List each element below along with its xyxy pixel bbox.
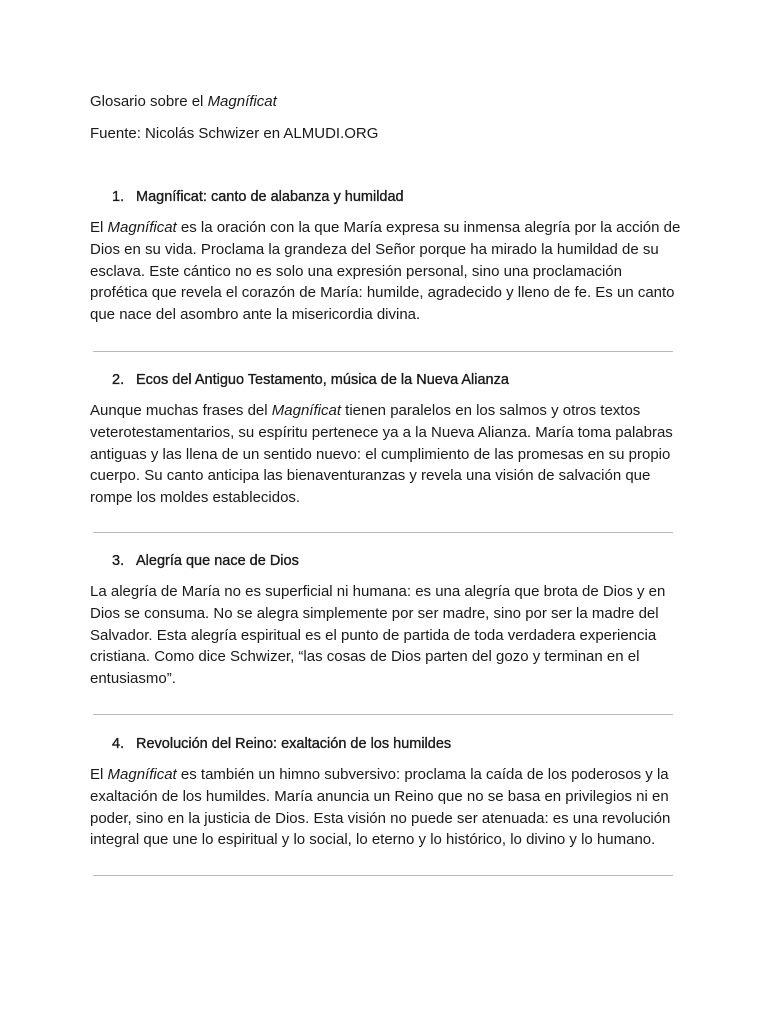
section-number: 2. xyxy=(112,372,125,388)
section-divider xyxy=(93,714,673,715)
paragraph-body: es la oración con la que María expresa su inmensa alegría por la acción de Dios en su vida. Proclama la grandeza del Señor porque ha mirado la humildad de su esclava. Este cántico no es solo una expresión personal, sino una proclamación profética que revela el corazón de María: humilde, agradecido y lleno de fe. Es un canto que nace del asombro ante la misericordia divina. xyxy=(90,219,681,324)
section-paragraph xyxy=(90,217,682,326)
document-title-prefix: Glosario sobre el xyxy=(90,93,208,110)
section-heading xyxy=(112,550,299,572)
section-paragraph xyxy=(90,400,682,509)
section-heading-text: Magníficat: canto de alabanza y humildad xyxy=(136,189,404,205)
section-heading-text: Revolución del Reino: exaltación de los humildes xyxy=(136,736,452,752)
section-paragraph xyxy=(90,764,682,851)
paragraph-body: es también un himno subversivo: proclama la caída de los poderosos y la exaltación de los humildes. María anuncia un Reino que no se basa en privilegios ni en poder, sino en la justicia de Dios. Esta visión no puede ser atenuada: es una revolución integral que une lo espiritual y lo social, lo eterno y lo histórico, lo divino y lo humano. xyxy=(90,766,671,849)
section-heading xyxy=(112,733,451,755)
paragraph-body: tienen paralelos en los salmos y otros textos veterotestamentarios, su espíritu pertenece ya a la Nueva Alianza. María toma palabras antiguas y las llena de un sentido nuevo: el cumplimiento de las promesas en su propio cuerpo. Su canto anticipa las bienaventuranzas y revela una visión de salvación que rompe los moldes establecidos. xyxy=(90,402,673,507)
section-number: 4. xyxy=(112,736,125,752)
document-source: Fuente: Nicolás Schwizer en ALMUDI.ORG xyxy=(90,125,379,142)
section-heading-text: Ecos del Antiguo Testamento, música de la Nueva Alianza xyxy=(136,372,509,388)
paragraph-lead: El xyxy=(90,766,108,783)
paragraph-lead: El xyxy=(90,219,108,236)
section-number: 1. xyxy=(112,189,125,205)
paragraph-italic: Magníficat xyxy=(107,766,177,783)
section-divider xyxy=(93,532,673,533)
section-heading xyxy=(112,369,509,391)
document-title-italic: Magníficat xyxy=(207,93,277,110)
section-number: 3. xyxy=(112,553,125,569)
paragraph-lead: Aunque muchas frases del xyxy=(90,402,272,419)
section-heading-text: Alegría que nace de Dios xyxy=(136,553,299,569)
paragraph-body: La alegría de María no es superficial ni humana: es una alegría que brota de Dios y en Dios se consuma. No se alegra simplemente por ser madre, sino por ser la madre del Salvador. Esta alegría espiritual es el punto de partida de toda verdadera experiencia cristiana. Como dice Schwizer, “las cosas de Dios parten del gozo y terminan en el entusiasmo”. xyxy=(90,583,666,688)
section-divider xyxy=(93,875,673,876)
document-title xyxy=(90,91,277,113)
section-heading xyxy=(112,186,404,208)
paragraph-italic: Magníficat xyxy=(271,402,341,419)
paragraph-italic: Magníficat xyxy=(107,219,177,236)
section-paragraph xyxy=(90,581,682,690)
section-divider xyxy=(93,351,673,352)
